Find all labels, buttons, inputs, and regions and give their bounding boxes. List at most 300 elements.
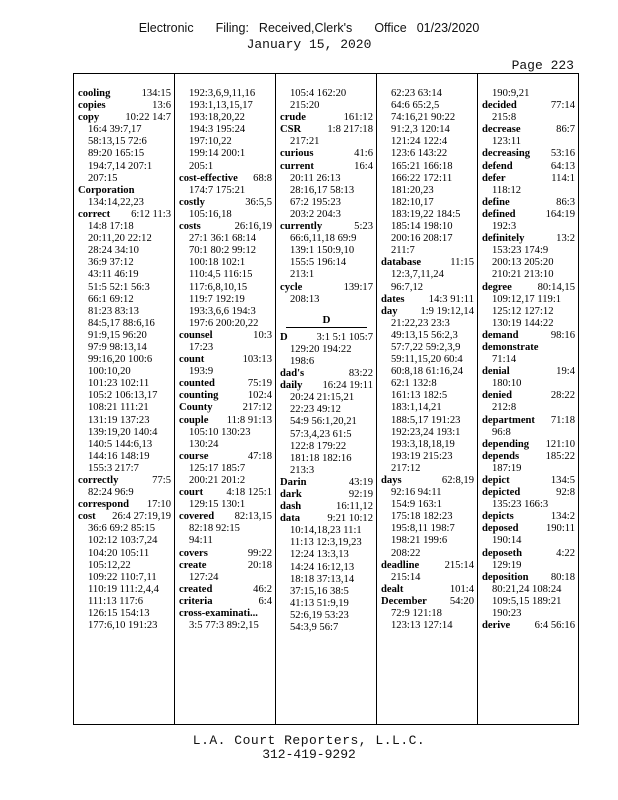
index-refs-continued: [78, 548, 171, 560]
index-refs: 82:18 92:15: [189, 523, 240, 535]
index-refs: 9:21 10:12: [327, 513, 373, 525]
index-term: create: [179, 559, 207, 571]
index-entry: [179, 415, 272, 427]
index-refs: 130:24: [189, 438, 219, 450]
index-refs: 208:22: [391, 547, 421, 559]
index-refs: 185:22: [545, 450, 575, 462]
index-refs-continued: [280, 197, 373, 209]
index-refs-continued: [381, 620, 474, 632]
index-refs: 92:8: [556, 487, 575, 499]
index-refs-continued: [381, 451, 474, 463]
index-refs-continued: [381, 209, 474, 221]
index-refs: 67:2 195:23: [290, 196, 341, 208]
index-refs-continued: [179, 439, 272, 451]
index-refs-continued: [381, 185, 474, 197]
index-refs: 110:4,5 116:15: [189, 269, 253, 281]
index-refs: 182:10,17: [391, 196, 434, 208]
index-refs: 82:13,15: [234, 511, 272, 523]
index-refs-continued: [78, 161, 171, 173]
index-entry: [381, 257, 474, 269]
index-refs-continued: [179, 535, 272, 547]
index-entry: [179, 402, 272, 414]
index-refs: 199:14 200:1: [189, 148, 246, 160]
index-refs: 140:5 144:6,13: [88, 438, 153, 450]
index-refs: 1:8 217:18: [327, 124, 373, 136]
index-entry: [179, 487, 272, 499]
index-term: cross-examinati...: [179, 608, 258, 620]
index-refs-continued: [78, 390, 171, 402]
index-refs: 104:20 105:11: [88, 547, 150, 559]
index-refs-continued: [179, 318, 272, 330]
index-refs-continued: [482, 535, 575, 547]
index-entry: [179, 378, 272, 390]
index-term: counted: [179, 378, 215, 390]
index-term: denial: [482, 366, 510, 378]
index-refs: 161:13 182:5: [391, 390, 448, 402]
index-refs: 105:10 130:23: [189, 426, 251, 438]
index-refs-continued: [179, 257, 272, 269]
index-term: criteria: [179, 595, 213, 607]
index-refs-continued: [381, 112, 474, 124]
index-refs: 155:3 217:7: [88, 462, 139, 474]
index-refs-continued: [482, 185, 575, 197]
index-refs-continued: [381, 148, 474, 160]
index-refs: 53:16: [550, 148, 575, 160]
index-term: curious: [280, 148, 314, 160]
index-refs: 17:10: [146, 499, 171, 511]
index-column: [478, 74, 578, 724]
index-refs-continued: [78, 318, 171, 330]
index-refs: 105:16,18: [189, 208, 232, 220]
index-entry: [179, 390, 272, 402]
index-refs: 102:4: [247, 390, 272, 402]
index-term: course: [179, 450, 209, 462]
index-refs-continued: [381, 523, 474, 535]
index-refs: 70:1 80:2 99:12: [189, 245, 257, 257]
index-term: define: [482, 196, 510, 208]
index-refs: 52:6,19 53:23: [290, 609, 349, 621]
index-entry: [280, 489, 373, 501]
index-term: demonstrate: [482, 341, 539, 353]
index-refs-continued: [280, 344, 373, 356]
index-term: depicts: [482, 511, 514, 523]
index-entry: [381, 584, 474, 596]
index-refs: 6:12 11:3: [131, 208, 171, 220]
index-refs-continued: [381, 269, 474, 281]
index-term: court: [179, 487, 204, 499]
index-refs-continued: [78, 136, 171, 148]
index-entry: [78, 88, 171, 100]
index-refs: 192:3: [492, 221, 517, 233]
index-refs: 28:16,17 58:13: [290, 184, 355, 196]
index-refs: 80:21,24 108:24: [492, 583, 562, 595]
index-refs: 72:9 121:18: [391, 608, 442, 620]
index-refs-continued: [179, 463, 272, 475]
index-refs: 37:15,16 38:5: [290, 585, 349, 597]
index-refs-continued: [482, 584, 575, 596]
index-refs: 5:23: [354, 221, 373, 233]
index-refs: 139:1 150:9,10: [290, 245, 355, 257]
index-term: counsel: [179, 329, 213, 341]
index-refs: 22:23 49:12: [290, 404, 341, 416]
index-term: dark: [280, 489, 302, 500]
index-refs: 18:18 37:13,14: [290, 573, 355, 585]
index-entry: [280, 380, 373, 392]
index-refs: 139:19,20 140:4: [88, 426, 158, 438]
index-refs-continued: [78, 402, 171, 414]
index-refs: 102:12 103:7,24: [88, 535, 158, 547]
index-entry: [280, 501, 373, 513]
index-refs: 217:12: [242, 402, 272, 414]
index-refs-continued: [280, 525, 373, 537]
index-entry: [280, 513, 373, 525]
index-refs-continued: [280, 453, 373, 465]
index-refs: 200:13 205:20: [492, 257, 554, 269]
index-refs: 185:14 198:10: [391, 221, 453, 233]
index-refs: 16:24 19:11: [322, 380, 373, 392]
index-refs-continued: [280, 185, 373, 197]
index-refs: 193:18,20,22: [189, 112, 245, 124]
index-refs: 26:4 27:19,19: [112, 511, 171, 523]
index-refs: 14:3 91:11: [428, 293, 474, 305]
index-entry: [179, 354, 272, 366]
index-entry: [482, 233, 575, 245]
index-refs: 181:20,23: [391, 184, 434, 196]
index-refs: 180:10: [492, 378, 522, 390]
index-refs: 41:13 51:9,19: [290, 597, 349, 609]
index-refs-continued: [381, 245, 474, 257]
index-refs: 12:3,7,11,24: [391, 269, 444, 281]
index-entry: [280, 332, 373, 344]
index-column: [377, 74, 478, 724]
index-entry: [482, 511, 575, 523]
index-refs: 84:5,17 88:6,16: [88, 317, 155, 329]
index-term: decided: [482, 100, 517, 112]
index-refs: 91:2,3 120:14: [391, 124, 450, 136]
index-refs: 174:7 175:21: [189, 184, 246, 196]
index-refs: 66:1 69:12: [88, 293, 134, 305]
index-refs-continued: [78, 233, 171, 245]
index-refs: 125:17 185:7: [189, 462, 246, 474]
index-refs: 17:23: [189, 341, 214, 353]
index-refs: 71:18: [550, 414, 575, 426]
index-refs: 20:18: [247, 559, 272, 571]
index-refs-continued: [482, 596, 575, 608]
index-refs: 4:22: [556, 547, 575, 559]
index-refs-continued: [78, 523, 171, 535]
reporter-name: L.A. Court Reporters, L.L.C.: [192, 733, 426, 748]
index-refs-continued: [78, 366, 171, 378]
index-refs-continued: [482, 88, 575, 100]
index-refs: 10:3: [253, 329, 272, 341]
index-refs-continued: [179, 112, 272, 124]
index-refs: 215:8: [492, 112, 517, 124]
index-refs-continued: [78, 148, 171, 160]
index-refs-continued: [280, 574, 373, 586]
index-entry: [482, 148, 575, 160]
index-entry: [482, 572, 575, 584]
index-entry: [78, 185, 171, 197]
index-refs: 129:20 194:22: [290, 343, 352, 355]
index-refs-continued: [280, 404, 373, 416]
index-refs: 11:15: [450, 257, 474, 269]
index-refs: 81:23 83:13: [88, 305, 139, 317]
index-refs-continued: [381, 378, 474, 390]
index-entry: [179, 451, 272, 463]
index-refs: 192:23,24 193:1: [391, 426, 461, 438]
index-refs-continued: [179, 185, 272, 197]
index-refs: 165:21 166:18: [391, 160, 453, 172]
index-refs-continued: [482, 245, 575, 257]
index-refs: 92:16 94:11: [391, 487, 442, 499]
index-refs: 71:14: [492, 354, 517, 366]
index-entry: [381, 475, 474, 487]
index-refs: 57:3,4,23 61:5: [290, 428, 352, 440]
index-refs: 64:13: [550, 160, 575, 172]
index-refs-continued: [78, 487, 171, 499]
index-refs: 1:9 19:12,14: [420, 305, 474, 317]
index-refs: 101:4: [449, 583, 474, 595]
index-refs-continued: [179, 282, 272, 294]
index-refs: 3:5 77:3 89:2,15: [189, 620, 259, 632]
index-entry: [482, 439, 575, 451]
index-term: currently: [280, 221, 323, 233]
index-refs: 16:11,12: [336, 501, 373, 513]
index-term: dates: [381, 293, 405, 305]
index-refs-continued: [78, 439, 171, 451]
index-entry: [482, 124, 575, 136]
index-refs: 198:6: [290, 355, 315, 367]
index-refs-continued: [78, 451, 171, 463]
index-refs: 10:22 14:7: [125, 112, 171, 124]
index-refs-continued: [78, 221, 171, 233]
index-refs: 217:21: [290, 136, 320, 148]
index-term: correctly: [78, 475, 119, 486]
index-entry: [78, 100, 171, 112]
index-entry: [482, 475, 575, 487]
index-refs-continued: [179, 499, 272, 511]
index-refs-continued: [179, 306, 272, 318]
index-refs-continued: [280, 465, 373, 477]
index-refs: 187:19: [492, 462, 522, 474]
index-refs: 41:6: [354, 148, 373, 160]
index-refs-continued: [381, 487, 474, 499]
index-refs-continued: [280, 429, 373, 441]
index-refs: 80:14,15: [537, 281, 575, 293]
index-entry: [280, 368, 373, 380]
index-refs-continued: [280, 549, 373, 561]
index-refs: 36:5,5: [245, 196, 272, 208]
index-refs: 108:21 111:21: [88, 402, 149, 414]
index-refs: 114:1: [551, 172, 575, 184]
index-refs-continued: [280, 610, 373, 622]
index-term: County: [179, 402, 213, 414]
filing-part: Filing:: [215, 21, 249, 35]
index-refs: 119:7 192:19: [189, 293, 245, 305]
index-refs: 190:23: [492, 608, 522, 620]
index-entry: [280, 148, 373, 160]
index-refs: 75:19: [247, 378, 272, 390]
index-refs-continued: [381, 233, 474, 245]
index-refs: 60:8,18 61:16,24: [391, 366, 464, 378]
index-refs: 215:20: [290, 100, 320, 112]
index-refs: 200:16 208:17: [391, 233, 453, 245]
index-refs: 198:21 199:6: [391, 535, 448, 547]
index-refs: 118:12: [492, 184, 522, 196]
index-term: depicted: [482, 487, 521, 499]
section-letter: D: [286, 312, 367, 328]
index-refs-continued: [482, 318, 575, 330]
index-term: dealt: [381, 583, 404, 595]
index-term: copy: [78, 112, 100, 124]
index-refs: 11:8 91:13: [226, 414, 272, 426]
index-refs-continued: [280, 392, 373, 404]
index-refs-continued: [482, 221, 575, 233]
index-refs-continued: [78, 415, 171, 427]
index-entry: [78, 511, 171, 523]
index-refs: 49:13,15 56:2,3: [391, 329, 458, 341]
index-refs-continued: [280, 441, 373, 453]
index-refs: 192:3,6,9,11,16: [189, 88, 256, 99]
index-entry: [482, 197, 575, 209]
index-refs-continued: [78, 124, 171, 136]
index-refs-continued: [78, 257, 171, 269]
index-refs: 194:3 195:24: [189, 124, 246, 136]
filing-stamp: [0, 21, 618, 35]
index-refs-continued: [381, 318, 474, 330]
index-entry: [482, 161, 575, 173]
index-term: days: [381, 475, 402, 486]
index-refs-continued: [381, 354, 474, 366]
index-term: depends: [482, 450, 520, 462]
index-entry: [482, 342, 575, 354]
index-refs: 190:11: [545, 523, 575, 535]
index-refs: 28:24 34:10: [88, 245, 139, 257]
index-term: CSR: [280, 124, 302, 136]
index-refs: 3:1 5:1 105:7: [316, 331, 373, 343]
index-refs: 82:24 96:9: [88, 487, 134, 499]
index-entry: [482, 548, 575, 560]
index-term: decrease: [482, 124, 521, 136]
index-refs: 77:5: [152, 475, 171, 486]
index-term: department: [482, 414, 535, 426]
index-term: dad's: [280, 368, 305, 380]
index-term: definitely: [482, 233, 525, 245]
index-term: cycle: [280, 281, 303, 293]
index-refs: 96:8: [492, 426, 511, 438]
index-refs-continued: [381, 330, 474, 342]
index-refs: 26:16,19: [234, 221, 272, 233]
index-entry: [482, 100, 575, 112]
index-column: [175, 74, 276, 724]
index-refs: 194:7,14 207:1: [88, 160, 153, 172]
index-entry: [179, 197, 272, 209]
index-refs: 193:3,6,6 194:3: [189, 305, 256, 317]
transcript-date: January 15, 2020: [246, 37, 372, 52]
index-refs-continued: [381, 221, 474, 233]
index-refs: 101:23 102:11: [88, 378, 150, 390]
index-refs-continued: [381, 499, 474, 511]
index-refs: 161:12: [343, 112, 373, 124]
index-refs-continued: [280, 537, 373, 549]
index-term: couple: [179, 414, 209, 426]
index-refs: 6:4 56:16: [534, 620, 575, 632]
index-refs: 20:24 21:15,21: [290, 392, 355, 404]
index-entry: [280, 477, 373, 489]
index-refs: 175:18 182:23: [391, 511, 453, 523]
index-refs: 54:9 56:1,20,21: [290, 416, 357, 428]
index-refs: 99:16,20 100:6: [88, 354, 153, 366]
index-entry: [179, 548, 272, 560]
index-refs-continued: [280, 136, 373, 148]
index-refs: 129:19: [492, 559, 522, 571]
index-refs-continued: [78, 378, 171, 390]
filing-part: Electronic: [138, 21, 194, 35]
index-refs-continued: [179, 245, 272, 257]
index-column: [276, 74, 377, 724]
index-entry: [78, 475, 171, 487]
index-refs-continued: [381, 124, 474, 136]
index-refs-continued: [482, 402, 575, 414]
index-refs-continued: [179, 100, 272, 112]
index-refs: 74:16,21 90:22: [391, 112, 456, 124]
index-refs-continued: [482, 608, 575, 620]
index-refs: 47:18: [247, 450, 272, 462]
index-refs: 12:24 13:3,13: [290, 549, 349, 561]
index-refs-continued: [179, 294, 272, 306]
index-term: deposeth: [482, 547, 523, 559]
index-refs: 94:11: [189, 535, 213, 547]
index-refs: 62:23 63:14: [391, 88, 442, 99]
index-refs-continued: [280, 88, 373, 100]
index-refs-continued: [280, 586, 373, 598]
index-term: Darin: [280, 476, 307, 488]
index-refs-continued: [280, 416, 373, 428]
index-entry: [280, 124, 373, 136]
index-column: [74, 74, 175, 724]
index-refs: 213:3: [290, 464, 315, 476]
index-term: demand: [482, 329, 519, 341]
index-refs-continued: [280, 233, 373, 245]
index-refs-continued: [381, 572, 474, 584]
index-refs: 4:18 125:1: [226, 487, 272, 499]
index-refs-continued: [78, 596, 171, 608]
index-refs-continued: [482, 306, 575, 318]
index-refs: 57:7,22 59:2,3,9: [391, 341, 461, 353]
index-entry: [179, 596, 272, 608]
index-refs-continued: [179, 572, 272, 584]
index-refs: 98:16: [550, 329, 575, 341]
index-term: cooling: [78, 88, 111, 99]
index-refs: 195:8,11 198:7: [391, 523, 455, 535]
index-refs-continued: [482, 136, 575, 148]
index-refs-continued: [179, 161, 272, 173]
index-refs: 64:6 65:2,5: [391, 100, 440, 112]
index-refs: 6:4: [258, 595, 272, 607]
index-refs-continued: [381, 100, 474, 112]
index-refs-continued: [280, 209, 373, 221]
index-refs: 111:13 117:6: [88, 595, 144, 607]
index-refs: 59:11,15,20 60:4: [391, 354, 463, 366]
reporter-phone: 312-419-9292: [262, 747, 356, 762]
index-refs: 183:19,22 184:5: [391, 208, 461, 220]
index-term: data: [280, 513, 301, 525]
index-refs-continued: [78, 306, 171, 318]
index-refs: 166:22 172:11: [391, 172, 453, 184]
index-term: daily: [280, 380, 303, 392]
index-entry: [179, 560, 272, 572]
index-refs: 134:15: [141, 88, 171, 99]
